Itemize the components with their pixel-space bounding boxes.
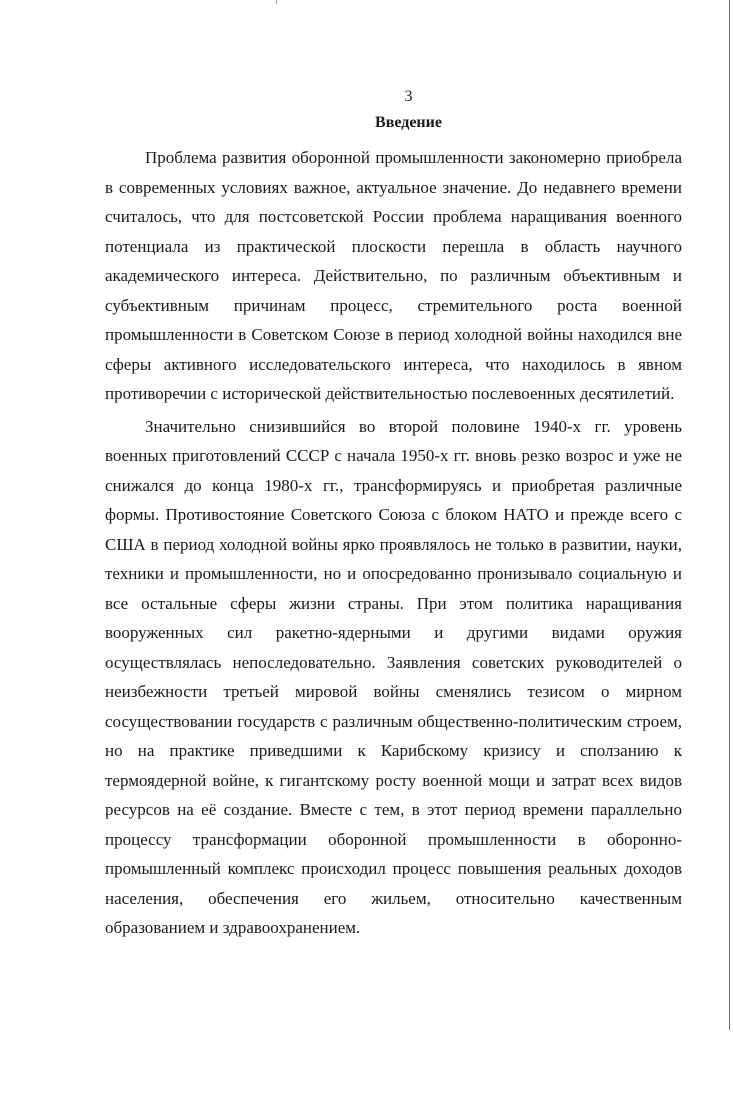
page-content (105, 86, 682, 943)
paragraph-1: Проблема развития оборонной промышленности закономерно приобрела в современных условиях важное, актуальное значение. До недавнего времени считалось, что для постсоветской России проблема наращивания военного потенциала из практической плоскости перешла в область научного академического интереса. Действительно, по различным объективным и субъективным причинам процесс, стремительного роста военной промышленности в Советском Союзе в период холодной войны находился вне сферы активного исследовательского интереса, что находилось в явном противоречии с исторической действительностью послевоенных десятилетий. (105, 148, 682, 403)
paragraph-2: Значительно снизившийся во второй половине 1940-х гг. уровень военных приготовлений СССР с начала 1950-х гг. вновь резко возрос и уже не снижался до конца 1980-х гг., трансформируясь и приобретая различные формы. Противостояние Советского Союза с блоком НАТО и прежде всего с США в период холодной войны ярко проявлялось не только в развитии, науки, техники и промышленности, но и опосредованно пронизывало социальную и все остальные сферы жизни страны. При этом политика наращивания вооруженных сил ракетно-ядерными и другими видами оружия осуществлялась непоследовательно. Заявления советских руководителей о неизбежности третьей мировой войны сменялись тезисом о мирном сосуществовании государств с различным общественно-политическим строем, но на практике приведшими к Карибскому кризису и сползанию к термоядерной войне, к гигантскому росту военной мощи и затрат всех видов ресурсов на её создание. Вместе с тем, в этот период времени параллельно процессу трансформации оборонной промышленности в оборонно-промышленный комплекс происходил процесс повышения реальных доходов населения, обеспечения его жильем, относительно качественным образованием и здравоохранением. (105, 416, 682, 937)
scan-edge-line (729, 0, 730, 1030)
scan-mark (276, 0, 277, 4)
page-number: 3 (404, 88, 413, 105)
section-title: Введение (375, 114, 442, 131)
